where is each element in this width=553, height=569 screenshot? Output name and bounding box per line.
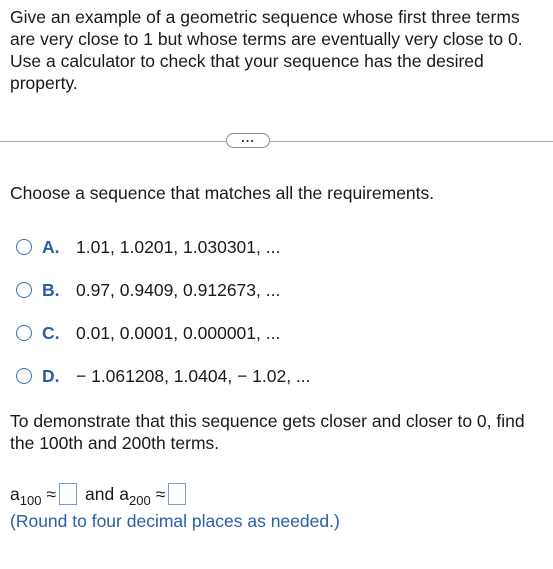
option-letter: C. bbox=[42, 322, 60, 343]
option-text: 1.01, 1.0201, 1.030301, ... bbox=[76, 236, 281, 257]
expand-question-button[interactable] bbox=[226, 129, 270, 148]
radio-button-a[interactable] bbox=[16, 239, 32, 255]
divider-line bbox=[0, 141, 553, 142]
option-text: 0.97, 0.9409, 0.912673, ... bbox=[76, 279, 281, 300]
option-letter: D. bbox=[42, 365, 60, 386]
option-letter: B. bbox=[42, 279, 60, 300]
radio-button-c[interactable] bbox=[16, 325, 32, 341]
radio-button-d[interactable] bbox=[16, 368, 32, 384]
option-letter: A. bbox=[42, 236, 60, 257]
choice-prompt: Choose a sequence that matches all the requirements. bbox=[10, 183, 435, 203]
term-base: a bbox=[119, 483, 129, 504]
connector-text: and bbox=[85, 483, 115, 504]
demonstration-text: To demonstrate that this sequence gets closer and closer to 0, find the 100th and 200th terms. bbox=[10, 411, 525, 453]
option-d[interactable] bbox=[16, 365, 436, 387]
option-a[interactable] bbox=[16, 236, 436, 258]
term-200-label bbox=[119, 483, 151, 508]
term-subscript: 200 bbox=[128, 492, 151, 508]
ellipsis-icon: ... bbox=[241, 129, 255, 145]
term-100-label bbox=[10, 483, 42, 508]
term-100-input[interactable] bbox=[59, 483, 77, 505]
rounding-note: (Round to four decimal places as needed.) bbox=[10, 511, 340, 531]
question-text: Give an example of a geometric sequence whose first three terms are very close to 1 but whose terms are eventually very close to 0. Use a calculator to check that your sequence has the desired property. bbox=[10, 7, 523, 93]
option-text: − 1.061208, 1.0404, − 1.02, ... bbox=[76, 365, 311, 386]
term-base: a bbox=[10, 483, 20, 504]
radio-button-b[interactable] bbox=[16, 282, 32, 298]
answer-line bbox=[10, 481, 194, 507]
term-subscript: 100 bbox=[19, 492, 42, 508]
option-c[interactable] bbox=[16, 322, 436, 344]
option-b[interactable] bbox=[16, 279, 436, 301]
approx-symbol: ≈ bbox=[155, 483, 166, 504]
section-divider bbox=[0, 131, 553, 151]
term-200-input[interactable] bbox=[168, 483, 186, 505]
option-text: 0.01, 0.0001, 0.000001, ... bbox=[76, 322, 281, 343]
approx-symbol: ≈ bbox=[46, 483, 57, 504]
